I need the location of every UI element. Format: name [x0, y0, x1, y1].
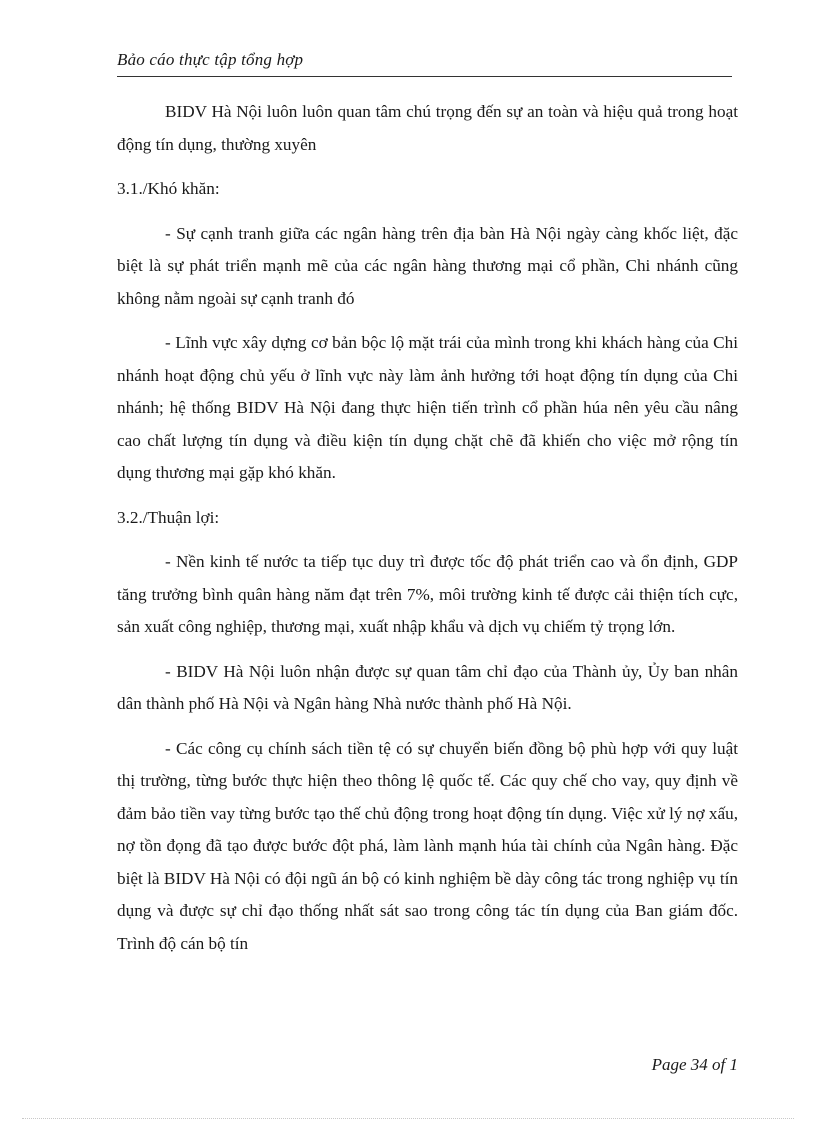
- page-number: Page 34 of 1: [651, 1055, 738, 1074]
- difficulty-item: - Sự cạnh tranh giữa các ngân hàng trên địa bàn Hà Nội ngày càng khốc liệt, đặc biệt là sự phát triển mạnh mẽ của các ngân hàng thương mại cổ phần, Chi nhánh cũng không nằm ngoài sự cạnh tranh đó: [117, 223, 738, 308]
- intro-paragraph: BIDV Hà Nội luôn luôn quan tâm chú trọng đến sự an toàn và hiệu quả trong hoạt động tín dụng, thường xuyên: [117, 102, 738, 154]
- section-heading-advantages: 3.2./Thuận lợi:: [117, 507, 220, 527]
- difficulty-item: - Lĩnh vực xây dựng cơ bản bộc lộ mặt trái của mình trong khi khách hàng của Chi nhánh hoạt động chủ yếu ở lĩnh vực này làm ảnh hưởng tới hoạt động tín dụng của Chi nhánh; hệ thống BIDV Hà Nội đang thực hiện tiến trình cổ phần húa nên yêu cầu nâng cao chất lượng tín dụng và điều kiện tín dụng chặt chẽ đã khiến cho việc mở rộng tín dụng thương mại gặp khó khăn.: [117, 333, 738, 482]
- advantage-item: - BIDV Hà Nội luôn nhận được sự quan tâm chỉ đạo của Thành ủy, Ủy ban nhân dân thành phố Hà Nội và Ngân hàng Nhà nước thành phố Hà Nội.: [117, 661, 738, 713]
- section-heading-difficulties: 3.1./Khó khăn:: [117, 179, 220, 198]
- page-bottom-divider: [22, 1118, 794, 1119]
- header-title: Bảo cáo thực tập tổng hợp: [117, 50, 304, 69]
- page-content: [117, 96, 738, 972]
- page-footer: [117, 1053, 738, 1077]
- page-header: [117, 48, 732, 77]
- advantage-item: - Các công cụ chính sách tiền tệ có sự chuyển biến đồng bộ phù hợp với quy luật thị trường, từng bước thực hiện theo thông lệ quốc tế. Các quy chế cho vay, quy định về đảm bảo tiền vay từng bước tạo thế chủ động trong hoạt động tín dụng. Việc xử lý nợ xấu, nợ tồn đọng đã tạo được bước đột phá, làm lành mạnh húa tài chính của Ngân hàng. Đặc biệt là BIDV Hà Nội có đội ngũ án bộ có kinh nghiệm bề dày công tác trong nghiệp vụ tín dụng và được sự chỉ đạo thống nhất sát sao trong công tác tín dụng của Ban giám đốc. Trình độ cán bộ tín: [117, 738, 738, 953]
- advantage-item: - Nền kinh tế nước ta tiếp tục duy trì được tốc độ phát triển cao và ổn định, GDP tăng trưởng bình quân hàng năm đạt trên 7%, môi trường kinh tế được cải thiện tích cực, sản xuất công nghiệp, thương mại, xuất nhập khẩu và dịch vụ chiếm tỷ trọng lớn.: [117, 552, 738, 636]
